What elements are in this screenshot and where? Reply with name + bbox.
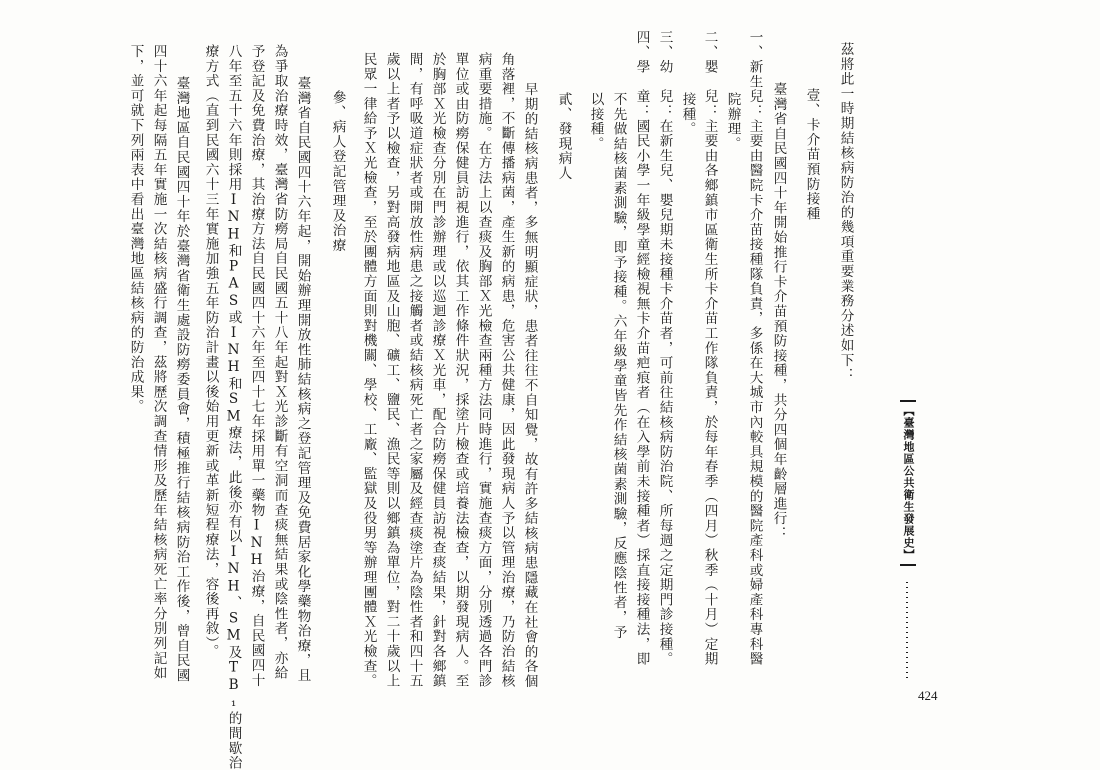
header-dot-leader xyxy=(906,582,908,678)
section-heading-1: 壹、卡介苗預防接種 xyxy=(803,88,820,222)
text-column-9: 四、學 童：國民小學一年級學童經檢視無卡介苗疤痕者（在入學前未接種者）採直接接種法，即 xyxy=(633,30,650,667)
text-column-10: 不先做結核菌素測驗，即予接種。六年級學童皆先作結核菌素測驗，反應陰性者，予 xyxy=(610,92,627,640)
text-column-17: 於胸部Ｘ光檢查分別在門診辦理或以巡迴診療Ｘ光車，配合防癆保健員訪視查痰結果，針對各鄉鎮 xyxy=(429,52,446,689)
section-heading-2: 貳、發現病人 xyxy=(555,92,572,181)
text-column-7: 接種。 xyxy=(679,92,696,137)
text-column-29: 下，並可就下列兩表中看出臺灣地區結核病的防治成果。 xyxy=(127,44,144,414)
text-column-20: 民眾一律給予Ｘ光檢查，至於團體方面則對機關、學校、工廠、監獄及役男等辦理團體Ｘ光檢查。 xyxy=(360,52,377,689)
text-column-19: 歲以上者予以檢查，另對高發病地區及山胞、礦工、鹽民、漁民等則以鄉鎮為單位，對二十歲以上 xyxy=(383,52,400,689)
text-column-11: 以接種。 xyxy=(587,92,604,152)
text-column-15: 病重要措施。在方法上以查痰及胸部Ｘ光檢查兩種方法同時進行，實施查痰方面，分別透過各門診 xyxy=(475,52,492,689)
text-column-22: 臺灣省自民國四十六年起，開始辦理開放性肺結核病之登記管理及免費居家化學藥物治療，且 xyxy=(294,76,311,683)
page-header-title: 【臺灣地區公共衛生發展史】 xyxy=(900,400,916,566)
text-column-14: 角落裡，不斷傳播病菌，產生新的病患，危害公共健康，因此發現病人予以管理治療，乃防治結核 xyxy=(498,52,515,689)
section-heading-3: 參、病人登記管理及治療 xyxy=(329,90,346,253)
text-column-26: 療方式（直到民國六十三年實施加強五年防治計畫以後始用更新或革新短程療法，容後再敘）。 xyxy=(202,44,219,659)
text-column-27: 臺灣地區自民國四十年於臺灣省衛生處設防癆委員會，積極推行結核病防治工作後，曾自民國 xyxy=(173,76,190,683)
text-column-25: 八年至五十六年則採用INH和PAS或INH和SM療法，此後亦有以INH、SM及TB₁的間歇治 xyxy=(225,44,242,770)
page-number: 424 xyxy=(918,688,938,703)
text-column-18: 間，有呼吸道症狀者或開放性病患之接觸者或結核病死亡者之家屬及經查痰塗片為陰性者和四十五 xyxy=(406,52,423,689)
text-column-4: 一、新生兒：主要由醫院卡介苗接種隊負責，多係在大城市內較具規模的醫院產科或婦產科專科醫 xyxy=(746,30,763,667)
text-column-28: 四十六年起每隔五年實施一次結核病盛行調查，茲將歷次調查情形及歷年結核病死亡率分別列記如 xyxy=(150,44,167,681)
text-column-23: 為爭取治療時效，臺灣省防癆局自民國五十八年起對Ｘ光診斷有空洞而查痰無結果或陰性者，亦給 xyxy=(271,44,288,681)
text-column-24: 予登記及免費治療，其治療方法自民國四十六年至四十七年採用單一藥物INH治療，自民國四十 xyxy=(248,44,265,688)
text-column-8: 三、幼 兒：在新生兒、嬰兒期未接種卡介苗者，可前往結核病防治院、所每週之定期門診接種。 xyxy=(656,30,673,667)
text-column-5: 院辦理。 xyxy=(724,92,741,152)
text-column-3: 臺灣省自民國四十年開始推行卡介苗預防接種，共分四個年齡層進行： xyxy=(770,82,787,541)
text-column-1: 茲將此一時期結核病防治的幾項重要業務分述如下： xyxy=(837,42,854,383)
text-column-16: 單位或由防癆保健員訪視進行，依其工作條件狀況，採塗片檢查或培養法檢查，以期發現病人。至 xyxy=(452,52,469,689)
text-column-13: 早期的結核病患者，多無明顯症狀，患者往往不自知覺，故有許多結核病患隱藏在社會的各個 xyxy=(521,82,538,689)
text-column-6: 二、嬰 兒：主要由各鄉鎮市區衛生所卡介苗工作隊負責，於每年春季（四月）秋季（十月）定期 xyxy=(701,30,718,667)
